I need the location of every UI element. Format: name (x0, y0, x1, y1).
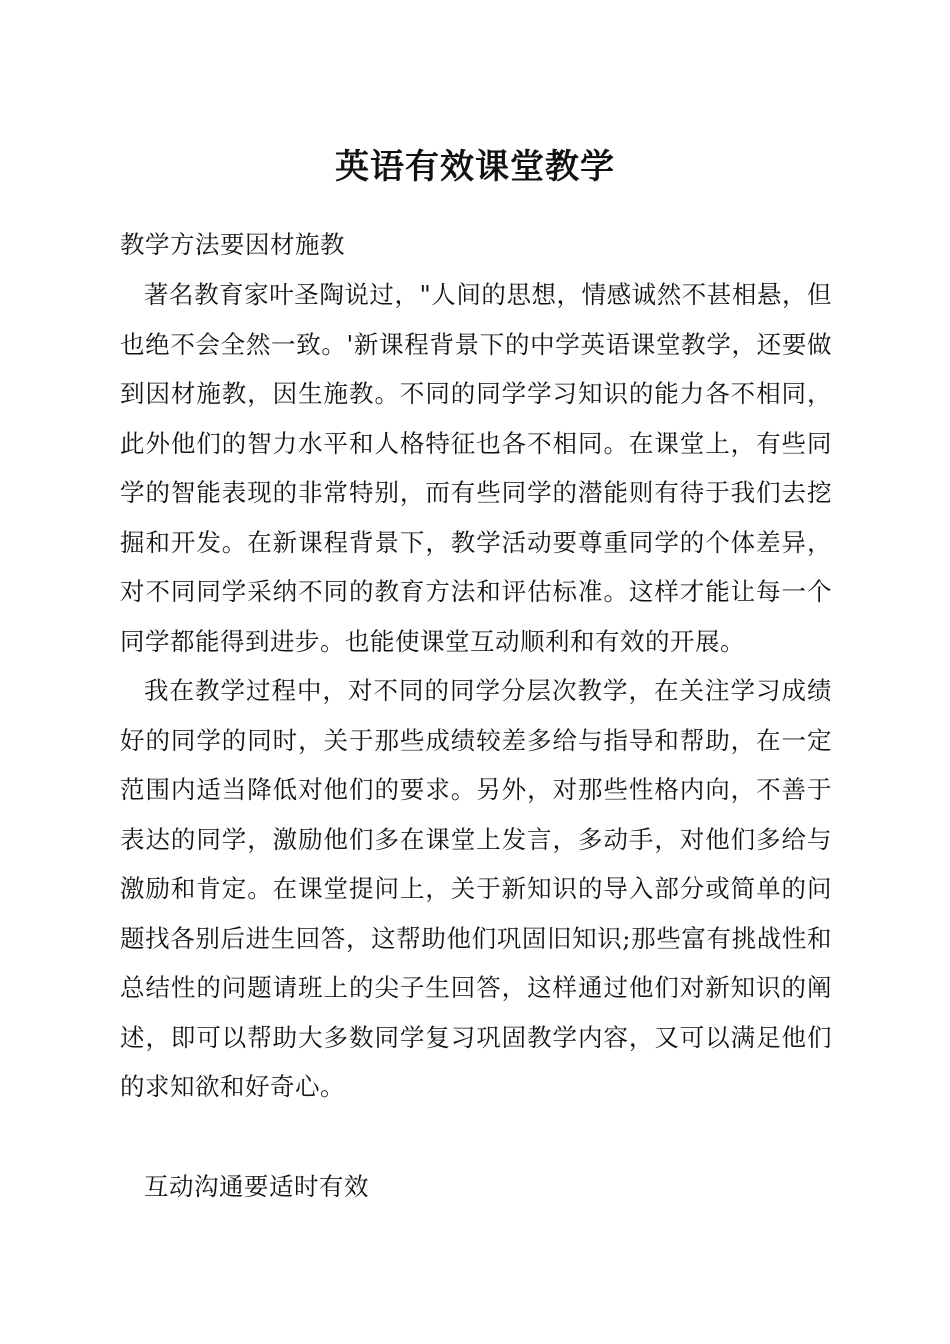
section-heading-teaching-methods: 教学方法要因材施教 (120, 230, 345, 259)
section-heading-interaction: 互动沟通要适时有效 (144, 1172, 369, 1201)
document-title: 英语有效课堂教学 (335, 147, 615, 187)
paragraph-2: 我在教学过程中，对不同的同学分层次教学，在关注学习成绩好的同学的同时，关于那些成绩较差多给与指导和帮助，在一定范围内适当降低对他们的要求。另外，对那些性格内向，不善于表达的同学，激励他们多在课堂上发言，多动手，对他们多给与激励和肯定。在课堂提问上，关于新知识的导入部分或简单的问题找各别后进生回答，这帮助他们巩固旧知识;那些富有挑战性和总结性的问题请班上的尖子生回答，这样通过他们对新知识的阐述，即可以帮助大多数同学复习巩固教学内容，又可以满足他们的求知欲和好奇心。 (120, 676, 832, 1101)
paragraph-1: 著名教育家叶圣陶说过，"人间的思想，情感诚然不甚相悬，但也绝不会全然一致。'新课程背景下的中学英语课堂教学，还要做到因材施教，因生施教。不同的同学学习知识的能力各不相同，此外他们的智力水平和人格特征也各不相同。在课堂上，有些同学的智能表现的非常特别，而有些同学的潜能则有待于我们去挖掘和开发。在新课程背景下，教学活动要尊重同学的个体差异，对不同同学采纳不同的教育方法和评估标准。这样才能让每一个同学都能得到进步。也能使课堂互动顺利和有效的开展。 (120, 280, 832, 656)
